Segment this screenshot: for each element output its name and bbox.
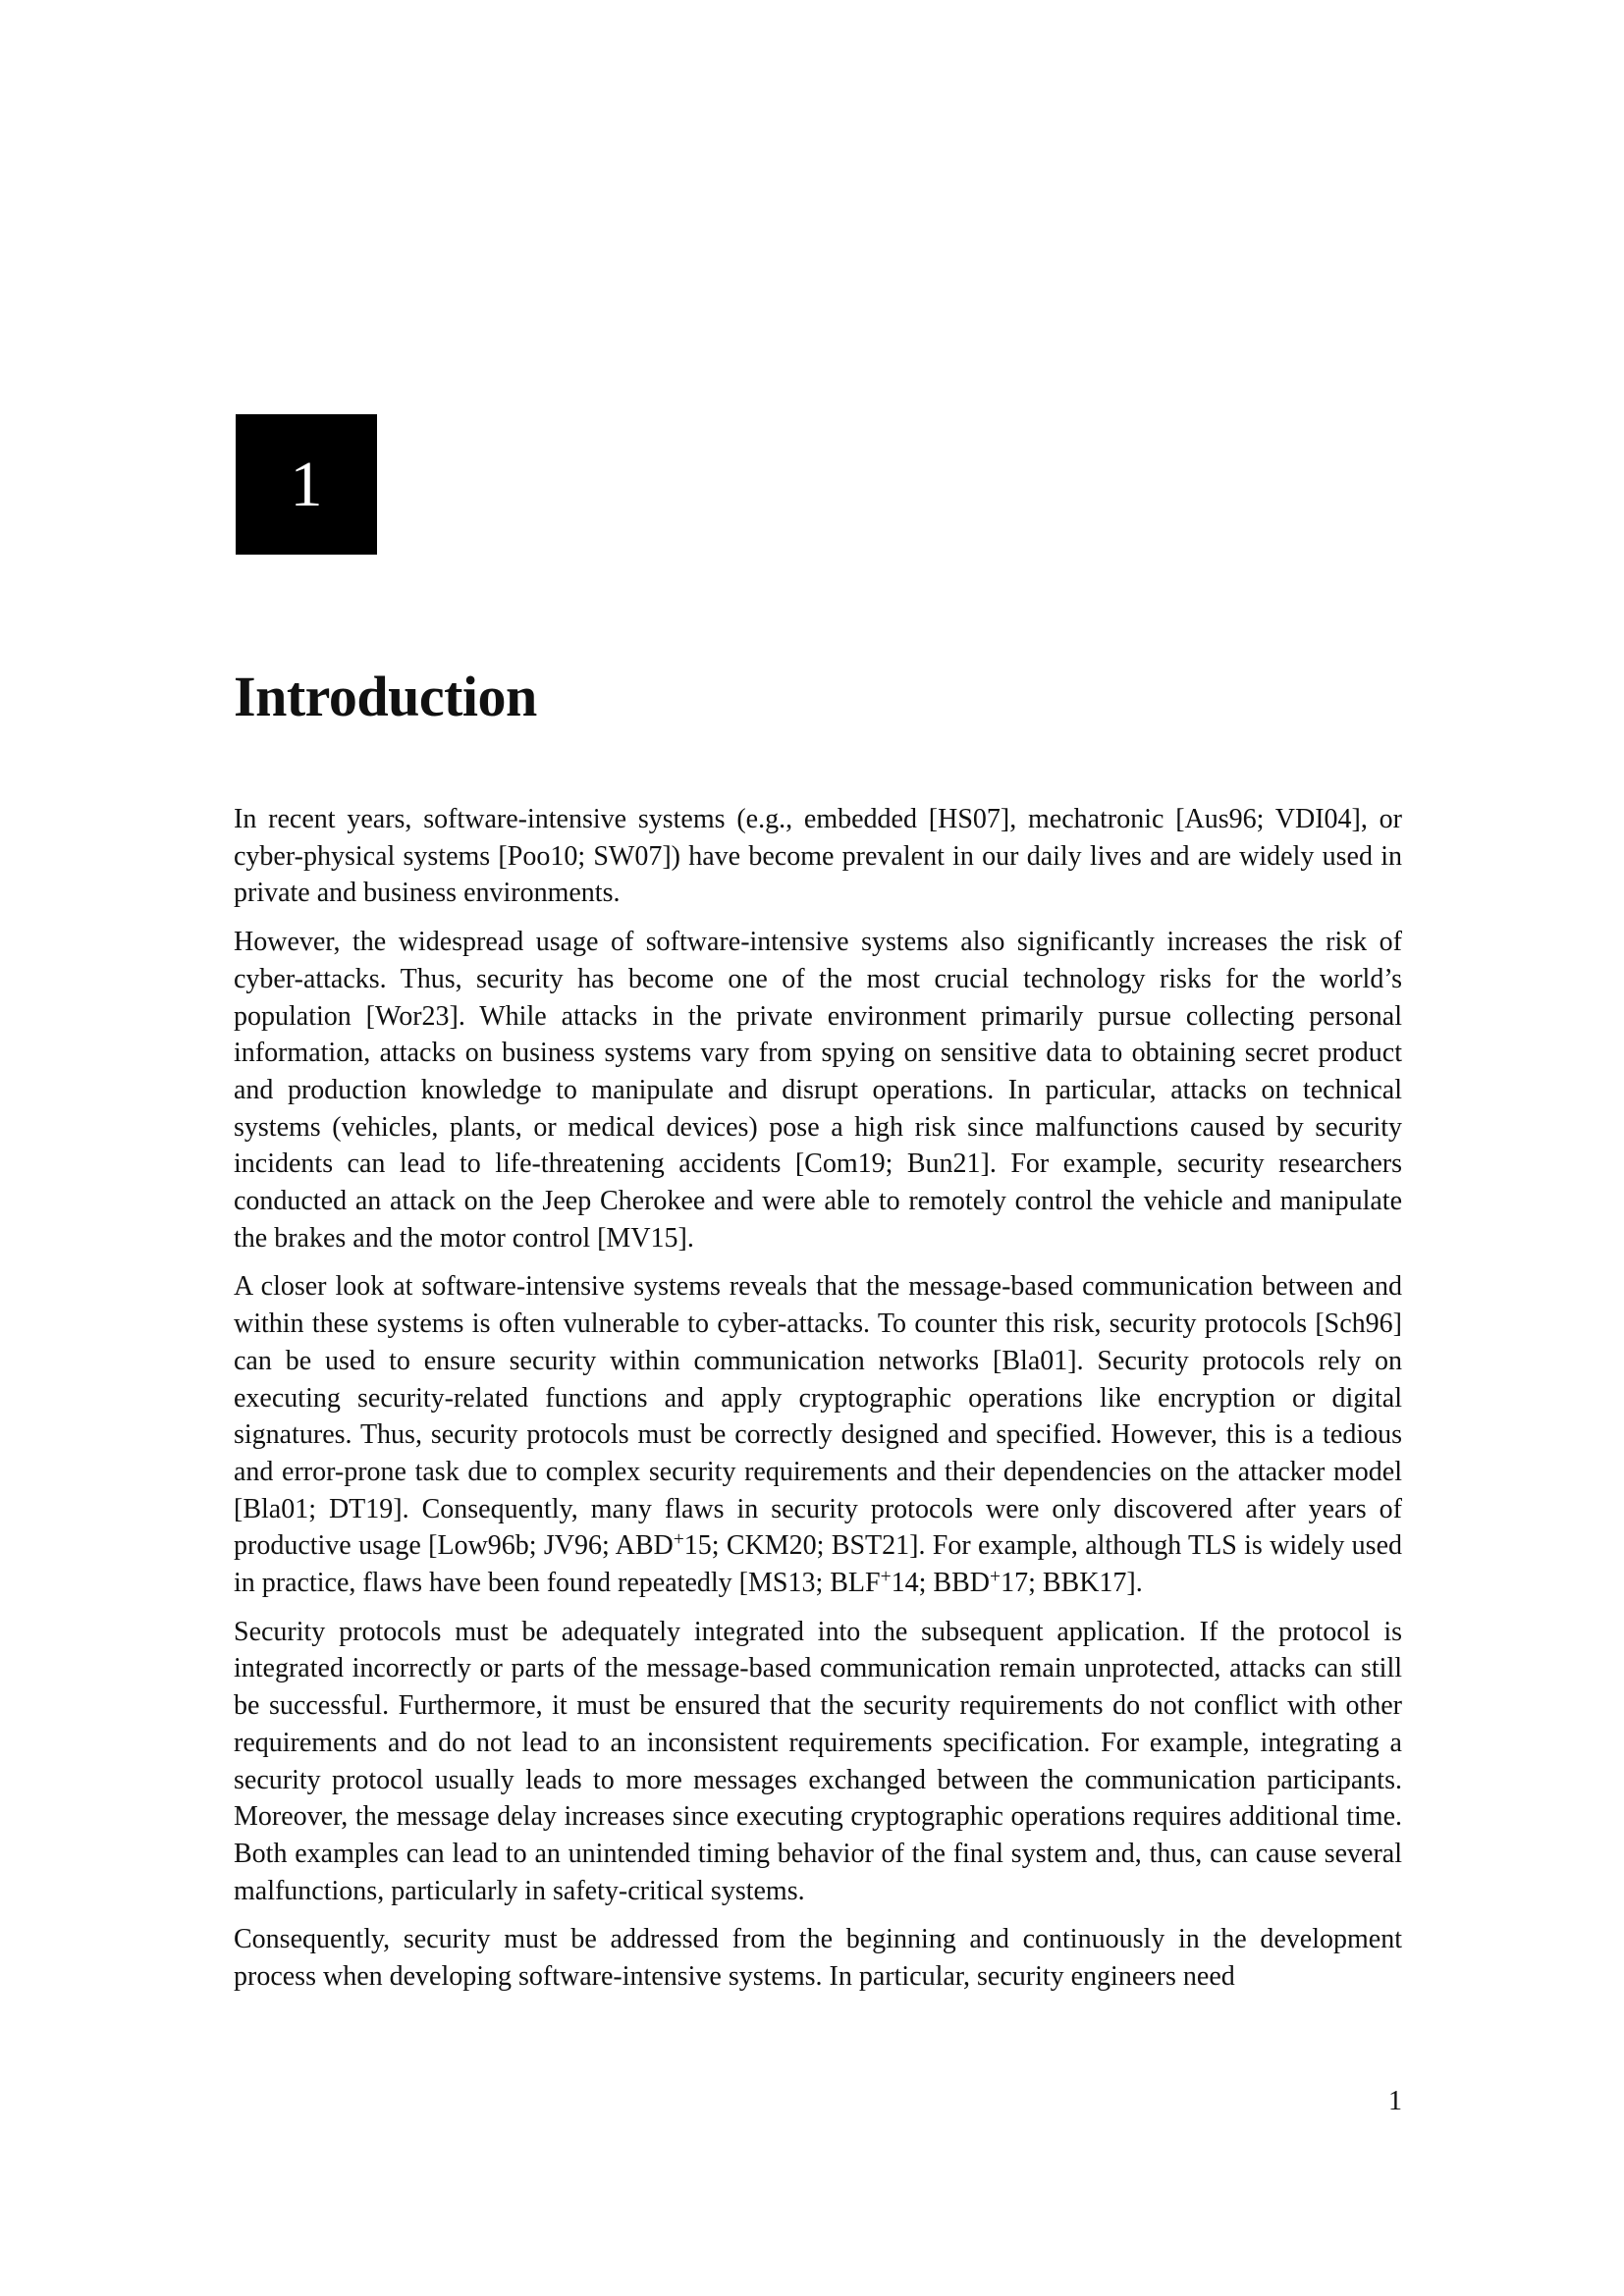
paragraph-5: Consequently, security must be addressed from the beginning and continuously in the development process when developing software-intensive systems. In particular, security engineers need	[234, 1924, 1402, 1993]
paragraph-3-part-4: 17; BBK17].	[1001, 1568, 1143, 1599]
page-number: 1	[1388, 2086, 1402, 2116]
paragraph-2: However, the widespread usage of software-intensive systems also significantly increases the risk of cyber-attacks. Thus, security has become one of the most crucial technology risks for the world’s population [Wor23]. While attacks in the private environment primarily pursue collecting personal information, attacks on business systems vary from spying on sensitive data to obtaining secret product and production knowledge to manipulate and disrupt operations. In particular, attacks on technical systems (vehicles, plants, or medical devices) pose a high risk since malfunctions caused by security incidents can lead to life-threatening accidents [Com19; Bun21]. For example, security researchers conducted an attack on the Jeep Cherokee and were able to remotely control the vehicle and manipulate the brakes and the motor control [MV15].	[234, 927, 1402, 1254]
paragraph-4: Security protocols must be adequately integrated into the subsequent application. If the protocol is integrated incorrectly or parts of the message-based communication remain unprotected, attacks can still be successful. Furthermore, it must be ensured that the security requirements do not conflict with other requirements and do not lead to an inconsistent requirements specification. For example, integrating a security protocol usually leads to more messages exchanged between the communication participants. Moreover, the message delay increases since executing cryptographic operations requires additional time. Both examples can lead to an unintended timing behavior of the final system and, thus, can cause several malfunctions, particularly in safety-critical systems.	[234, 1616, 1402, 1906]
paragraph-3-part-3: 14; BBD	[891, 1568, 990, 1599]
paragraph-1: In recent years, software-intensive systems (e.g., embedded [HS07], mechatronic [Aus96; VDI04], or cyber-physical systems [Poo10; SW07]) have become prevalent in our daily lives and are widely used in private and business environments.	[234, 804, 1402, 909]
superscript-plus: +	[880, 1567, 892, 1588]
chapter-number-box	[236, 414, 377, 555]
chapter-title: Introduction	[234, 665, 537, 728]
paragraph-3-part-1: A closer look at software-intensive systems reveals that the message-based communication between and within these systems is often vulnerable to cyber-attacks. To counter this risk, security protocols [Sch96] can be used to ensure security within communication networks [Bla01]. Security protocols rely on executing security-related functions and apply cryptographic operations like encryption or digital signatures. Thus, security protocols must be correctly designed and specified. However, this is a tedious and error-prone task due to complex security requirements and their dependencies on the attacker model [Bla01; DT19]. Consequently, many flaws in security protocols were only discovered after years of productive usage [Low96b; JV96; ABD	[234, 1271, 1402, 1562]
body-text	[234, 801, 1402, 2007]
paragraph-3-part-2: 15; CKM20; BST21]. For example, although TLS is widely used in practice, flaws have been found repeatedly [MS13; BLF	[234, 1530, 1402, 1599]
superscript-plus: +	[673, 1529, 684, 1551]
paragraph-3	[234, 1268, 1402, 1601]
chapter-number: 1	[290, 448, 323, 520]
superscript-plus: +	[990, 1567, 1001, 1588]
